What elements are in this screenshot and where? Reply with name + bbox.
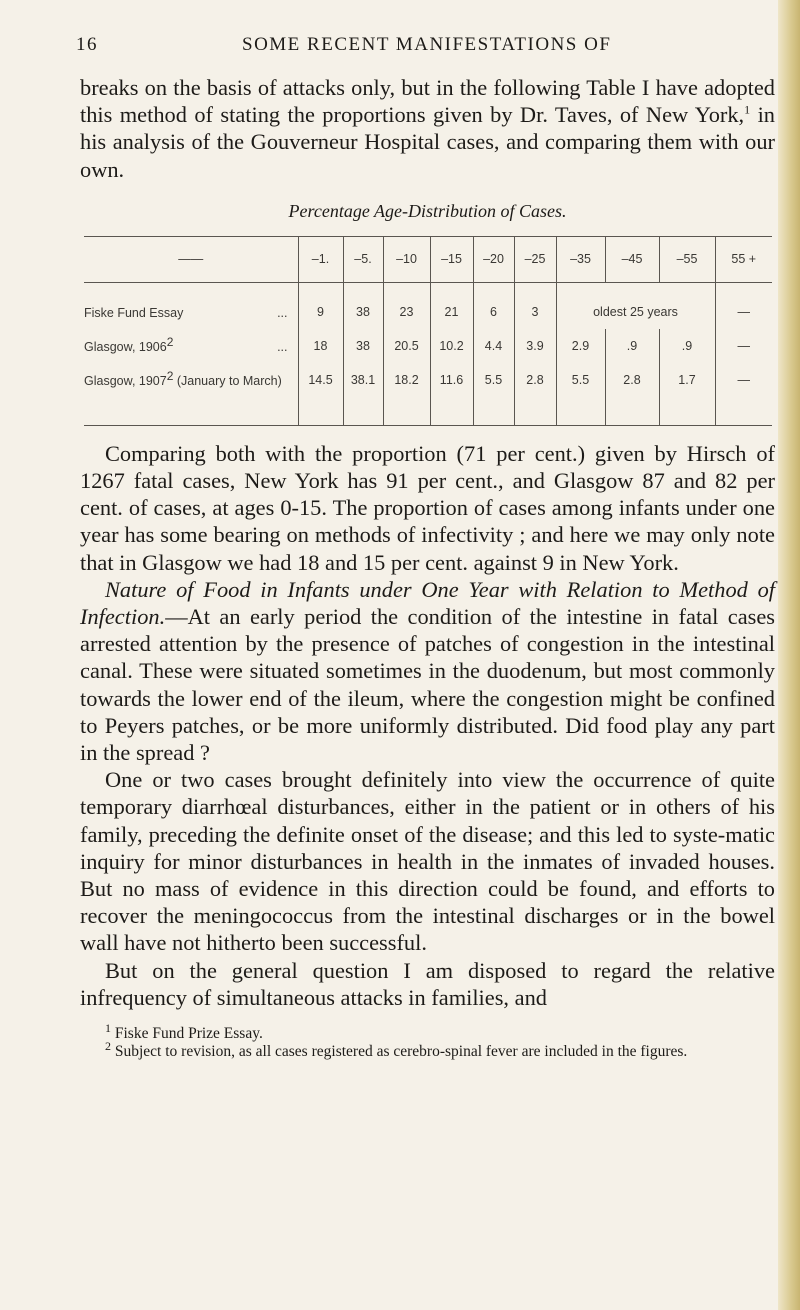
row-label: Fiske Fund Essay ... xyxy=(84,305,288,320)
table-cell: 38 xyxy=(343,329,383,363)
table-cell: 18.2 xyxy=(383,363,430,426)
row-label: Glasgow, 1906$^2$ ... xyxy=(84,334,288,354)
footnote-1: $^1$ Fiske Fund Prize Essay. xyxy=(105,1020,263,1043)
table-cell-spanning: oldest 25 years xyxy=(556,282,715,329)
section-heading: Nature of Food in Infants under One Year with Relation to Method of Infection. xyxy=(80,576,775,630)
age-header: –25 xyxy=(514,236,556,282)
age-header: –5. xyxy=(343,236,383,282)
table-row xyxy=(84,329,772,363)
age-header: –1. xyxy=(298,236,343,282)
footnote-2: $^2$ Subject to revision, as all cases registered as cerebro-spinal fever are included in the figures. xyxy=(105,1038,688,1061)
table-cell: 2.8 xyxy=(605,363,659,426)
age-distribution-table xyxy=(84,236,772,426)
table-cell: 6 xyxy=(473,282,514,329)
age-header: –55 xyxy=(659,236,715,282)
table-cell: 10.2 xyxy=(430,329,473,363)
age-header: –20 xyxy=(473,236,514,282)
table-cell: 2.9 xyxy=(556,329,605,363)
table-cell: 20.5 xyxy=(383,329,430,363)
footnotes xyxy=(80,1020,775,1061)
table-row xyxy=(84,282,772,329)
table-cell: 11.6 xyxy=(430,363,473,426)
table-cell: 21 xyxy=(430,282,473,329)
age-header: 55 + xyxy=(715,236,772,282)
row-label: Glasgow, 1907$^2$ (January to March) xyxy=(84,368,282,388)
table-cell: 3 xyxy=(514,282,556,329)
table-header-row xyxy=(84,236,772,282)
paragraph-comparison: Comparing both with the proportion (71 per cent.) given by Hirsch of 1267 fatal cases, New York has 91 per cent., and Glasgow 87 and 82 per cent. of cases, at ages 0-15. The proportion of cases among infants under one year has some bearing on methods of infectivity ; and here we may only note that in Glasgow we had 18 and 15 per cent. against 9 in New York. xyxy=(80,440,775,575)
table-cell: 38.1 xyxy=(343,363,383,426)
table-cell: 5.5 xyxy=(556,363,605,426)
table-row xyxy=(84,363,772,426)
table-cell: 4.4 xyxy=(473,329,514,363)
page-number: 16 xyxy=(76,34,98,55)
intro-text-end: in his analysis of the Gouverneur Hospital cases, and comparing them with our own. xyxy=(80,102,775,182)
age-header: –35 xyxy=(556,236,605,282)
age-header: –15 xyxy=(430,236,473,282)
table-cell: — xyxy=(715,282,772,329)
age-header: –45 xyxy=(605,236,659,282)
paragraph-text: —At an early period the condition of the intestine in fatal cases arrested attention by the presence of patches of congestion in the intestinal canal. These were situated sometimes in the duodenum, but most commonly towards the lower end of the ileum, where the congestion might be confined to Peyers patches, or be more uniformly distributed. Did food play any part in the spread ? xyxy=(80,604,775,766)
table-cell: 9 xyxy=(298,282,343,329)
table-cell: 5.5 xyxy=(473,363,514,426)
running-title: SOME RECENT MANIFESTATIONS OF xyxy=(242,34,612,55)
table-cell: — xyxy=(715,363,772,426)
book-page xyxy=(76,0,775,1061)
table-cell: 23 xyxy=(383,282,430,329)
paragraph-disturbances: One or two cases brought definitely into view the occurrence of quite temporary diarrhœal disturbances, either in the patient or in others of his family, preceding the definite onset of the disease; and this led to syste-matic inquiry for minor disturbances in health in the inmates of invaded houses. But no mass of evidence in this direction could be found, and efforts to recover the meningococcus from the intestinal discharges or in the bowel wall have not hitherto been successful. xyxy=(80,767,775,956)
table-cell: 38 xyxy=(343,282,383,329)
intro-paragraph xyxy=(80,74,775,183)
table-cell: — xyxy=(715,329,772,363)
table-caption: Percentage Age-Distribution of Cases. xyxy=(288,200,567,221)
paragraph-general-question: But on the general question I am disposed to regard the relative infrequency of simultaneous attacks in families, and xyxy=(80,957,775,1010)
table-cell: 1.7 xyxy=(659,363,715,426)
body-text xyxy=(80,440,775,1011)
age-header: –10 xyxy=(383,236,430,282)
table-cell: 2.8 xyxy=(514,363,556,426)
paragraph-nature-of-food xyxy=(80,576,775,766)
corner-cell: —— xyxy=(178,252,204,267)
intro-text: breaks on the basis of attacks only, but in the following Table I have adopted this method of stating the proportions given by Dr. Taves, of New York, xyxy=(80,75,775,128)
table-cell: .9 xyxy=(605,329,659,363)
table-cell: 18 xyxy=(298,329,343,363)
page-edge-shadow xyxy=(778,0,800,1310)
table-cell: .9 xyxy=(659,329,715,363)
table-cell: 3.9 xyxy=(514,329,556,363)
running-header xyxy=(76,34,775,74)
table-cell: 14.5 xyxy=(298,363,343,426)
footnote-ref-1: 1 xyxy=(744,102,751,117)
